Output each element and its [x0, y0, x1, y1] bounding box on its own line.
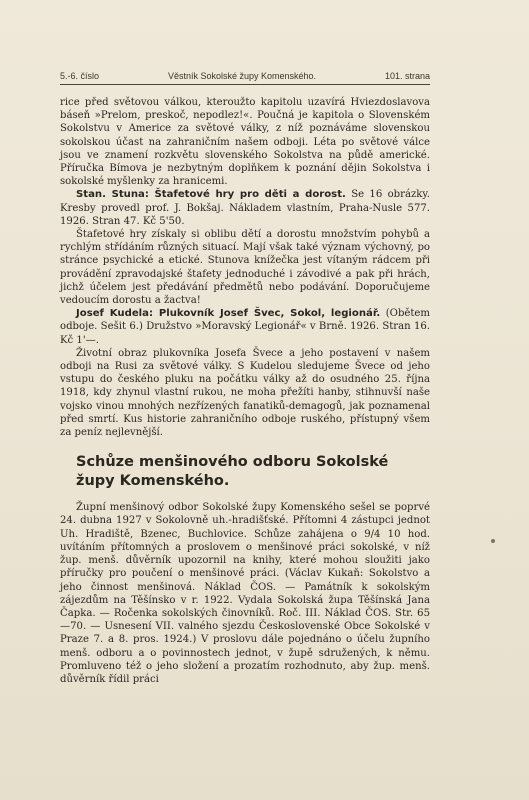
header-rule	[60, 84, 430, 85]
review-stuna-body: Štafetové hry získaly si oblibu dětí a dorostu množstvím pohybů a rychlým střídáním různých situací. Mají však také význam výchovný, po stránce psychické a etické. Stunova knížečka jest vítaným rádcem při provádění zpravodajské štafety jednoduché i závodivé a pak při hrách, jichž účelem jest předávání předmětů nebo podávání. Doporučujeme vedoucím dorostu a žactva!	[60, 229, 430, 307]
page-number: 101. strana	[384, 71, 430, 81]
section-title: Schůze menšinového odboru Sokolské župy Komenského.	[76, 454, 389, 490]
review-stuna-citation	[60, 188, 430, 228]
running-header	[60, 71, 430, 81]
review-kudela-citation	[60, 307, 430, 347]
review-kudela-body: Životní obraz plukovníka Josefa Švece a jeho postavení v našem odboji na Rusi za světové války. S Kudelou sledujeme Švece od jeho vstupu do českého pluku na počátku války až do osudného 25. října 1918, kdy zhynul vlastní rukou, ne moha přežíti hanby, stihnuvší naše vojsko vinou mnohých nezřízených fanatiků-demagogů, jak poznamenal před smrtí. Kus historie zahraničního odboje ruského, přístupný všem za peníz nejlevnější.	[60, 347, 430, 439]
review-kudela-meta: (Obětem odboje. Sešit 6.) Družstvo »Moravský Legionář« v Brně. 1926. Stran 16. Kč 1'—.	[60, 308, 430, 346]
meeting-paragraph: Župní menšinový odbor Sokolské župy Komenského sešel se poprvé 24. dubna 1927 v Sokolovně uh.-hradišťské. Přítomni 4 zástupci jednot Uh. Hradiště, Bzenec, Buchlovice. Schůze zahájena o 9/4 10 hod. uvítáním přítomných a proslovem o menšinové práci sokolské, v níž žup. menš. důvěrník upozornil na knihy, které mohou sloužiti jako příručky pro poučení o menšinové práci. (Václav Kukaň: Sokolstvo a jeho činnost menšinová. Náklad ČOS. — Památník k sokolským zájezdům na Těšínsko v r. 1922. Vydala Sokolská župa Těšínská Jana Čapka. — Ročenka sokolských činovníků. Roč. III. Náklad ČOS. Str. 65—70. — Usnesení VII. valného sjezdu Československé Obce Sokolské v Praze 7. a 8. pros. 1924.) V proslovu dále pojednáno o účelu župního menš. odboru a o povinnostech jednot, v župě sdružených, k němu. Promluveno též o jeho složení a prozatím rozhodnuto, aby žup. menš. důvěrník řídil práci	[60, 502, 430, 685]
issue-number: 5.-6. číslo	[60, 71, 100, 81]
review-stuna-meta: Se 16 obrázky. Kresby provedl prof. J. Bokšaj. Nákladem vlastním, Praha-Nusle 577. 1926. Stran 47. Kč 5'50.	[60, 189, 430, 227]
journal-title: Věstník Sokolské župy Komenského.	[167, 71, 317, 81]
review-stuna-title: Stan. Stuna: Štafetové hry pro děti a dorost.	[76, 189, 346, 201]
intro-paragraph: rice před světovou válkou, kteroužto kapitolu uzavírá Hviezdoslavova báseň »Prelom, preskoč, nepodlez!«. Poučná je kapitola o Slovenském Sokolstvu v Americe za světové války, z níž poznáváme slovenskou sokolskou účast na zahraničním našem odboji. Léta po světové válce jsou ve znamení rozkvětu slovenského Sokolstva na půdě americké. Příručka Bímova je nezbytným doplňkem k poznání dějin Sokolstva i sokolské myšlenky za hranicemi.	[60, 97, 430, 188]
paper-speck	[491, 539, 495, 543]
page-content	[60, 96, 430, 686]
review-kudela-title: Josef Kudela: Plukovník Josef Švec, Sokol, legionář.	[76, 308, 381, 320]
